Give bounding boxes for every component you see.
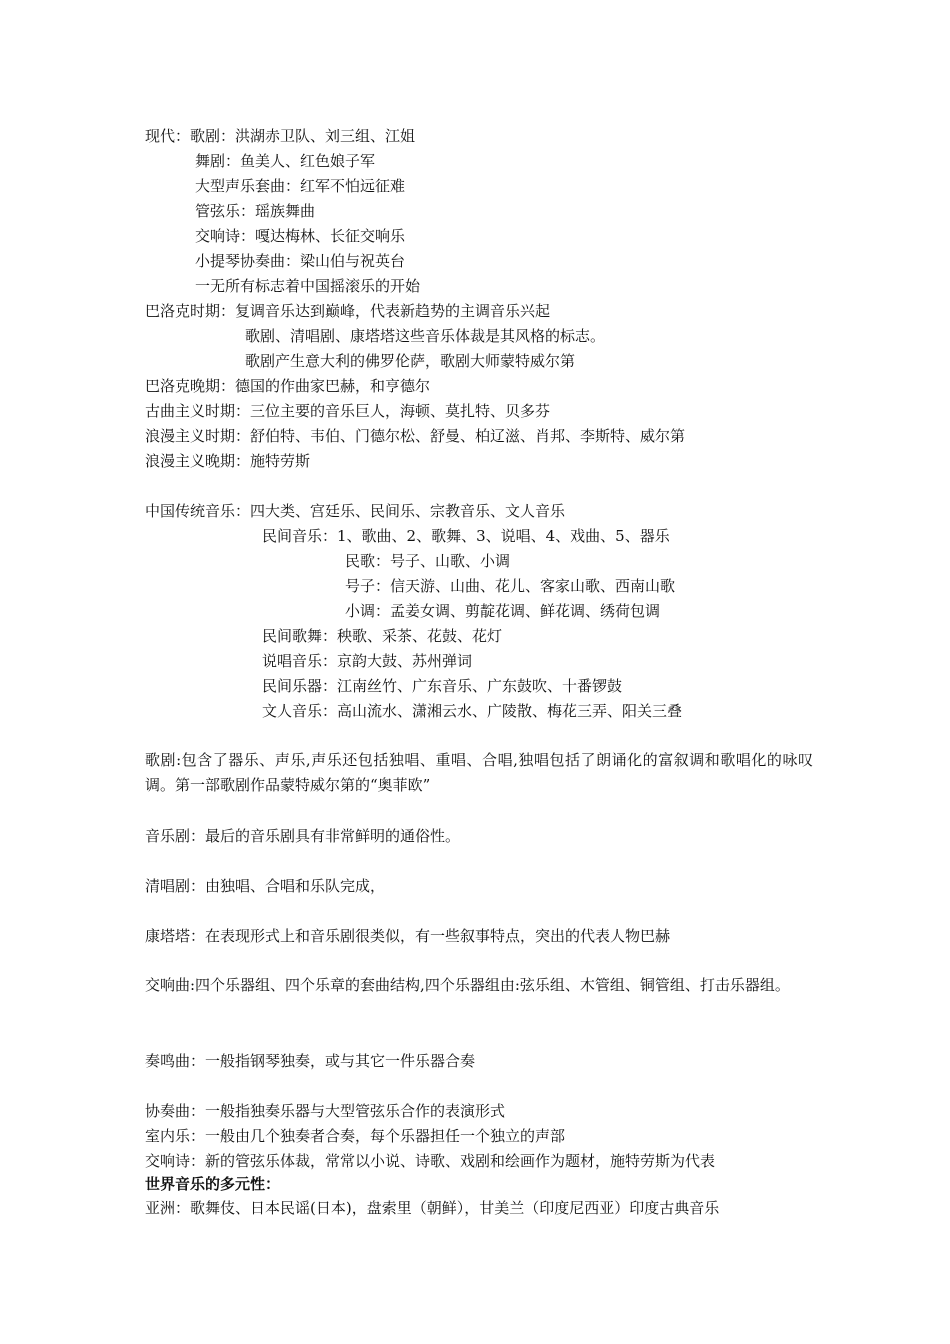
text-line-chamber-music: 室内乐：一般由几个独奏者合奏，每个乐器担任一个独立的声部 [145,1127,566,1145]
paragraph-opera: 歌剧:包含了器乐、声乐,声乐还包括独唱、重唱、合唱,独唱包括了朗诵化的富叙调和歌唱化的咏叹调。第一部歌剧作品蒙特威尔第的“奥菲欧” [145,751,813,794]
text-line-rock: 一无所有标志着中国摇滚乐的开始 [195,277,421,295]
text-line-sonata: 奏鸣曲：一般指钢琴独奏，或与其它一件乐器合奏 [145,1052,476,1070]
text-line-baroque-opera: 歌剧产生意大利的佛罗伦萨，歌剧大师蒙特威尔第 [245,352,576,370]
text-line-violin-concerto: 小提琴协奏曲：梁山伯与祝英台 [195,252,406,270]
text-line-haozi: 号子：信天游、山曲、花儿、客家山歌、西南山歌 [345,577,676,595]
text-line-classical: 古曲主义时期：三位主要的音乐巨人，海顿、莫扎特、贝多芬 [145,402,551,420]
text-line-folk-instruments: 民间乐器：江南丝竹、广东音乐、广东鼓吹、十番锣鼓 [262,677,623,695]
text-line-dance-drama: 舞剧：鱼美人、红色娘子军 [195,152,376,170]
text-line-baroque-genres: 歌剧、清唱剧、康塔塔这些音乐体裁是其风格的标志。 [245,327,606,345]
text-line-symphonic-poem: 交响诗：嘎达梅林、长征交响乐 [195,227,406,245]
paragraph-symphony: 交响曲:四个乐器组、四个乐章的套曲结构,四个乐器组由:弦乐组、木管组、铜管组、打击乐器组。 [145,976,790,994]
text-line-asia: 亚洲：歌舞伎、日本民谣(日本)，盘索里（朝鲜），甘美兰（印度尼西亚）印度古典音乐 [145,1199,720,1217]
text-line-baroque: 巴洛克时期：复调音乐达到巅峰，代表新趋势的主调音乐兴起 [145,302,551,320]
text-line-romantic: 浪漫主义时期：舒伯特、韦伯、门德尔松、舒曼、柏辽滋、肖邦、李斯特、威尔第 [145,427,686,445]
text-line-late-baroque: 巴洛克晚期：德国的作曲家巴赫，和亨德尔 [145,377,431,395]
text-line-folk-song: 民歌：号子、山歌、小调 [345,552,511,570]
text-line-folk-music: 民间音乐：1、歌曲、2、歌舞、3、说唱、4、戏曲、5、器乐 [262,527,670,545]
text-line-oratorio: 清唱剧：由独唱、合唱和乐队完成， [145,877,386,895]
text-line-cantata: 康塔塔：在表现形式上和音乐剧很类似，有一些叙事特点，突出的代表人物巴赫 [145,927,671,945]
text-line-modern: 现代：歌剧：洪湖赤卫队、刘三组、江姐 [145,127,416,145]
text-line-orchestral: 管弦乐：瑶族舞曲 [195,202,316,220]
text-line-vocal-suite: 大型声乐套曲：红军不怕远征难 [195,177,406,195]
section-heading-world-music: 世界音乐的多元性： [145,1175,281,1193]
text-line-xiaodiao: 小调：孟姜女调、剪靛花调、鲜花调、绣荷包调 [345,602,661,620]
text-line-symphonic-poem-genre: 交响诗：新的管弦乐体裁，常常以小说、诗歌、戏剧和绘画作为题材，施特劳斯为代表 [145,1152,716,1170]
text-line-literati-music: 文人音乐：高山流水、潇湘云水、广陵散、梅花三弄、阳关三叠 [262,702,683,720]
text-line-musical: 音乐剧：最后的音乐剧具有非常鲜明的通俗性。 [145,827,461,845]
text-line-folk-dance: 民间歌舞：秧歌、采茶、花鼓、花灯 [262,627,503,645]
text-line-late-romantic: 浪漫主义晚期：施特劳斯 [145,452,311,470]
text-line-quyi: 说唱音乐：京韵大鼓、苏州弹词 [262,652,473,670]
text-line-chinese-traditional: 中国传统音乐：四大类、宫廷乐、民间乐、宗教音乐、文人音乐 [145,502,566,520]
text-line-concerto: 协奏曲：一般指独奏乐器与大型管弦乐合作的表演形式 [145,1102,506,1120]
